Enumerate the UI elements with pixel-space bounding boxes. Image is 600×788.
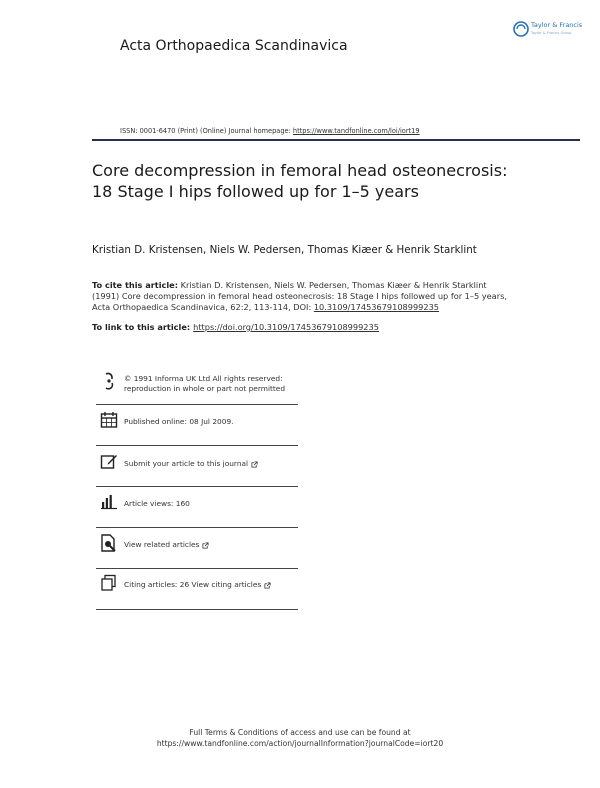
edit-icon [100,452,118,470]
published-row [96,405,298,446]
cite-label: To cite this article: [92,280,178,290]
link-label: To link to this article: [92,322,191,332]
citing-articles-link[interactable]: Citing articles: 26 View citing articles [124,580,262,589]
external-link-icon [202,542,209,549]
related-articles-link[interactable]: View related articles [124,540,200,549]
views-row [96,487,298,528]
views-text: Article views: 160 [124,499,190,508]
copyright-row [96,368,298,405]
article-authors: Kristian D. Kristensen, Niels W. Pedersen, Thomas Kiæer & Henrik Starklint [92,244,477,256]
citing-text[interactable] [124,580,300,590]
submit-text[interactable] [124,459,300,469]
article-link-block [92,322,379,332]
related-text[interactable] [124,540,300,550]
logo-subtitle: Taylor & Francis Group [531,31,572,35]
cite-text: Kristian D. Kristensen, Niels W. Pedersen, Thomas Kiæer & Henrik Starklint (1991) Core decompression in femoral head osteonecrosis: 18 Stage I hips followed up for 1–5 years, Acta Orthopaedica Scandinavica, 62:2, 113-114, DOI: [92,280,507,312]
copyright-text: © 1991 Informa UK Ltd All rights reserved: reproduction in whole or part not permitted [124,374,286,393]
issn-text: ISSN: 0001-6470 (Print) (Online) Journal homepage: [120,127,291,135]
footer-terms-text: Full Terms & Conditions of access and use can be found at [189,728,411,737]
publisher-logo[interactable] [512,17,584,41]
logo-name: Taylor & Francis [531,21,583,29]
header-divider [92,139,580,141]
footer [0,727,600,749]
copyright-icon [100,372,118,390]
citation-icon [100,574,118,592]
article-title: Core decompression in femoral head osteonecrosis: 18 Stage I hips followed up for 1–5 years [92,161,508,201]
bar-chart-icon [100,492,118,510]
submit-link[interactable]: Submit your article to this journal [124,459,249,468]
related-row[interactable] [96,528,298,569]
journal-homepage-link[interactable]: https://www.tandfonline.com/loi/iort19 [292,127,420,135]
article-doi-link[interactable]: https://doi.org/10.3109/17453679108999235 [193,322,379,332]
search-document-icon [100,534,118,552]
external-link-icon [251,461,258,468]
submit-row[interactable] [96,446,298,487]
doi-link[interactable]: 10.3109/17453679108999235 [313,302,439,312]
journal-title: Acta Orthopaedica Scandinavica [120,38,348,54]
citation-block [92,280,512,313]
footer-terms-link[interactable]: https://www.tandfonline.com/action/journalInformation?journalCode=iort20 [156,739,444,748]
citing-row[interactable] [96,569,298,610]
external-link-icon [264,582,271,589]
published-text: Published online: 08 Jul 2009. [124,417,234,426]
issn-line [120,127,420,135]
calendar-icon [100,411,118,429]
